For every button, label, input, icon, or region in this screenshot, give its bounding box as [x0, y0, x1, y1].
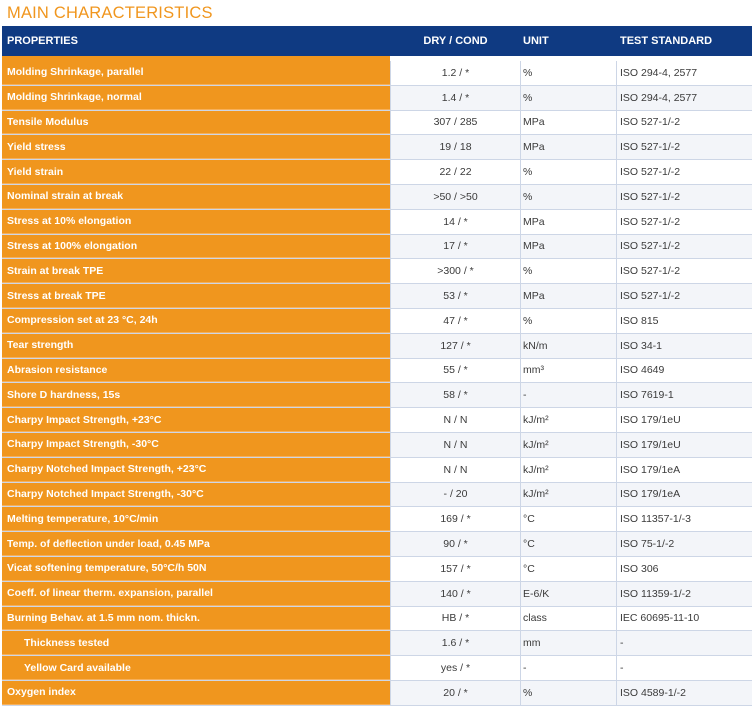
test-standard-cell: ISO 294-4, 2577	[617, 61, 752, 85]
dry-cond-cell: 127 / *	[390, 334, 521, 358]
table-row	[2, 61, 752, 86]
table-row	[2, 483, 752, 508]
property-cell: Stress at break TPE	[2, 284, 390, 308]
dry-cond-cell: 157 / *	[390, 557, 521, 581]
unit-cell: -	[521, 656, 617, 680]
test-standard-cell: IEC 60695-11-10	[617, 607, 752, 631]
property-cell: Yellow Card available	[2, 656, 390, 680]
unit-cell: %	[521, 259, 617, 283]
test-standard-cell: ISO 4649	[617, 359, 752, 383]
test-standard-cell: ISO 7619-1	[617, 383, 752, 407]
header-dry-cond: DRY / COND	[423, 35, 488, 47]
property-cell: Molding Shrinkage, normal	[2, 86, 390, 110]
dry-cond-cell: 53 / *	[390, 284, 521, 308]
test-standard-cell: ISO 11357-1/-3	[617, 507, 752, 531]
dry-cond-cell: 1.6 / *	[390, 631, 521, 655]
unit-cell: MPa	[521, 235, 617, 259]
unit-cell: kJ/m²	[521, 458, 617, 482]
characteristics-table	[2, 26, 752, 706]
unit-cell: MPa	[521, 284, 617, 308]
test-standard-cell: ISO 527-1/-2	[617, 160, 752, 184]
table-header	[2, 26, 752, 56]
table-row	[2, 433, 752, 458]
table-row	[2, 607, 752, 632]
dry-cond-cell: N / N	[390, 458, 521, 482]
test-standard-cell: ISO 306	[617, 557, 752, 581]
dry-cond-cell: 307 / 285	[390, 111, 521, 135]
table-row	[2, 86, 752, 111]
property-cell: Abrasion resistance	[2, 359, 390, 383]
property-cell: Stress at 100% elongation	[2, 235, 390, 259]
table-body	[2, 61, 752, 706]
property-cell: Burning Behav. at 1.5 mm nom. thickn.	[2, 607, 390, 631]
table-row	[2, 532, 752, 557]
unit-cell: MPa	[521, 111, 617, 135]
test-standard-cell: ISO 815	[617, 309, 752, 333]
property-cell: Thickness tested	[2, 631, 390, 655]
unit-cell: °C	[521, 532, 617, 556]
unit-cell: %	[521, 309, 617, 333]
dry-cond-cell: N / N	[390, 433, 521, 457]
table-row	[2, 507, 752, 532]
dry-cond-cell: 1.4 / *	[390, 86, 521, 110]
property-cell: Melting temperature, 10°C/min	[2, 507, 390, 531]
property-cell: Nominal strain at break	[2, 185, 390, 209]
test-standard-cell: ISO 179/1eA	[617, 458, 752, 482]
dry-cond-cell: 19 / 18	[390, 135, 521, 159]
test-standard-cell: ISO 179/1eU	[617, 433, 752, 457]
table-row	[2, 111, 752, 136]
header-properties: PROPERTIES	[7, 35, 78, 47]
unit-cell: MPa	[521, 210, 617, 234]
table-row	[2, 135, 752, 160]
property-cell: Charpy Notched Impact Strength, -30°C	[2, 483, 390, 507]
property-cell: Oxygen index	[2, 681, 390, 705]
dry-cond-cell: N / N	[390, 408, 521, 432]
dry-cond-cell: 17 / *	[390, 235, 521, 259]
test-standard-cell: ISO 527-1/-2	[617, 259, 752, 283]
unit-cell: -	[521, 383, 617, 407]
dry-cond-cell: 14 / *	[390, 210, 521, 234]
table-row	[2, 383, 752, 408]
dry-cond-cell: 169 / *	[390, 507, 521, 531]
test-standard-cell: ISO 179/1eA	[617, 483, 752, 507]
property-cell: Molding Shrinkage, parallel	[2, 61, 390, 85]
dry-cond-cell: 58 / *	[390, 383, 521, 407]
property-cell: Coeff. of linear therm. expansion, parallel	[2, 582, 390, 606]
test-standard-cell: ISO 34-1	[617, 334, 752, 358]
property-cell: Temp. of deflection under load, 0.45 MPa	[2, 532, 390, 556]
test-standard-cell: ISO 4589-1/-2	[617, 681, 752, 705]
table-row	[2, 557, 752, 582]
dry-cond-cell: 1.2 / *	[390, 61, 521, 85]
dry-cond-cell: 55 / *	[390, 359, 521, 383]
header-unit: UNIT	[523, 35, 549, 47]
page-title: MAIN CHARACTERISTICS	[7, 4, 213, 22]
unit-cell: %	[521, 86, 617, 110]
dry-cond-cell: 20 / *	[390, 681, 521, 705]
dry-cond-cell: - / 20	[390, 483, 521, 507]
table-row	[2, 631, 752, 656]
property-cell: Compression set at 23 °C, 24h	[2, 309, 390, 333]
test-standard-cell: -	[617, 631, 752, 655]
unit-cell: °C	[521, 507, 617, 531]
dry-cond-cell: >50 / >50	[390, 185, 521, 209]
unit-cell: mm	[521, 631, 617, 655]
header-test-standard: TEST STANDARD	[620, 35, 713, 47]
unit-cell: %	[521, 61, 617, 85]
dry-cond-cell: 90 / *	[390, 532, 521, 556]
property-cell: Strain at break TPE	[2, 259, 390, 283]
test-standard-cell: -	[617, 656, 752, 680]
unit-cell: %	[521, 681, 617, 705]
unit-cell: E-6/K	[521, 582, 617, 606]
property-cell: Tear strength	[2, 334, 390, 358]
unit-cell: class	[521, 607, 617, 631]
dry-cond-cell: 140 / *	[390, 582, 521, 606]
table-row	[2, 359, 752, 384]
test-standard-cell: ISO 294-4, 2577	[617, 86, 752, 110]
unit-cell: °C	[521, 557, 617, 581]
unit-cell: %	[521, 185, 617, 209]
test-standard-cell: ISO 179/1eU	[617, 408, 752, 432]
test-standard-cell: ISO 527-1/-2	[617, 284, 752, 308]
table-row	[2, 681, 752, 706]
table-row	[2, 582, 752, 607]
table-row	[2, 309, 752, 334]
property-cell: Yield strain	[2, 160, 390, 184]
unit-cell: mm³	[521, 359, 617, 383]
unit-cell: %	[521, 160, 617, 184]
test-standard-cell: ISO 11359-1/-2	[617, 582, 752, 606]
test-standard-cell: ISO 527-1/-2	[617, 135, 752, 159]
dry-cond-cell: 47 / *	[390, 309, 521, 333]
test-standard-cell: ISO 75-1/-2	[617, 532, 752, 556]
unit-cell: kJ/m²	[521, 408, 617, 432]
property-cell: Charpy Impact Strength, +23°C	[2, 408, 390, 432]
table-row	[2, 185, 752, 210]
unit-cell: kJ/m²	[521, 433, 617, 457]
table-row	[2, 408, 752, 433]
table-row	[2, 259, 752, 284]
unit-cell: MPa	[521, 135, 617, 159]
property-cell: Tensile Modulus	[2, 111, 390, 135]
unit-cell: kN/m	[521, 334, 617, 358]
table-row	[2, 656, 752, 681]
test-standard-cell: ISO 527-1/-2	[617, 111, 752, 135]
table-row	[2, 334, 752, 359]
table-row	[2, 284, 752, 309]
property-cell: Stress at 10% elongation	[2, 210, 390, 234]
table-row	[2, 235, 752, 260]
property-cell: Vicat softening temperature, 50°C/h 50N	[2, 557, 390, 581]
table-row	[2, 458, 752, 483]
test-standard-cell: ISO 527-1/-2	[617, 185, 752, 209]
table-row	[2, 210, 752, 235]
test-standard-cell: ISO 527-1/-2	[617, 210, 752, 234]
property-cell: Shore D hardness, 15s	[2, 383, 390, 407]
test-standard-cell: ISO 527-1/-2	[617, 235, 752, 259]
table-row	[2, 160, 752, 185]
dry-cond-cell: >300 / *	[390, 259, 521, 283]
dry-cond-cell: HB / *	[390, 607, 521, 631]
dry-cond-cell: yes / *	[390, 656, 521, 680]
property-cell: Yield stress	[2, 135, 390, 159]
property-cell: Charpy Impact Strength, -30°C	[2, 433, 390, 457]
unit-cell: kJ/m²	[521, 483, 617, 507]
property-cell: Charpy Notched Impact Strength, +23°C	[2, 458, 390, 482]
dry-cond-cell: 22 / 22	[390, 160, 521, 184]
